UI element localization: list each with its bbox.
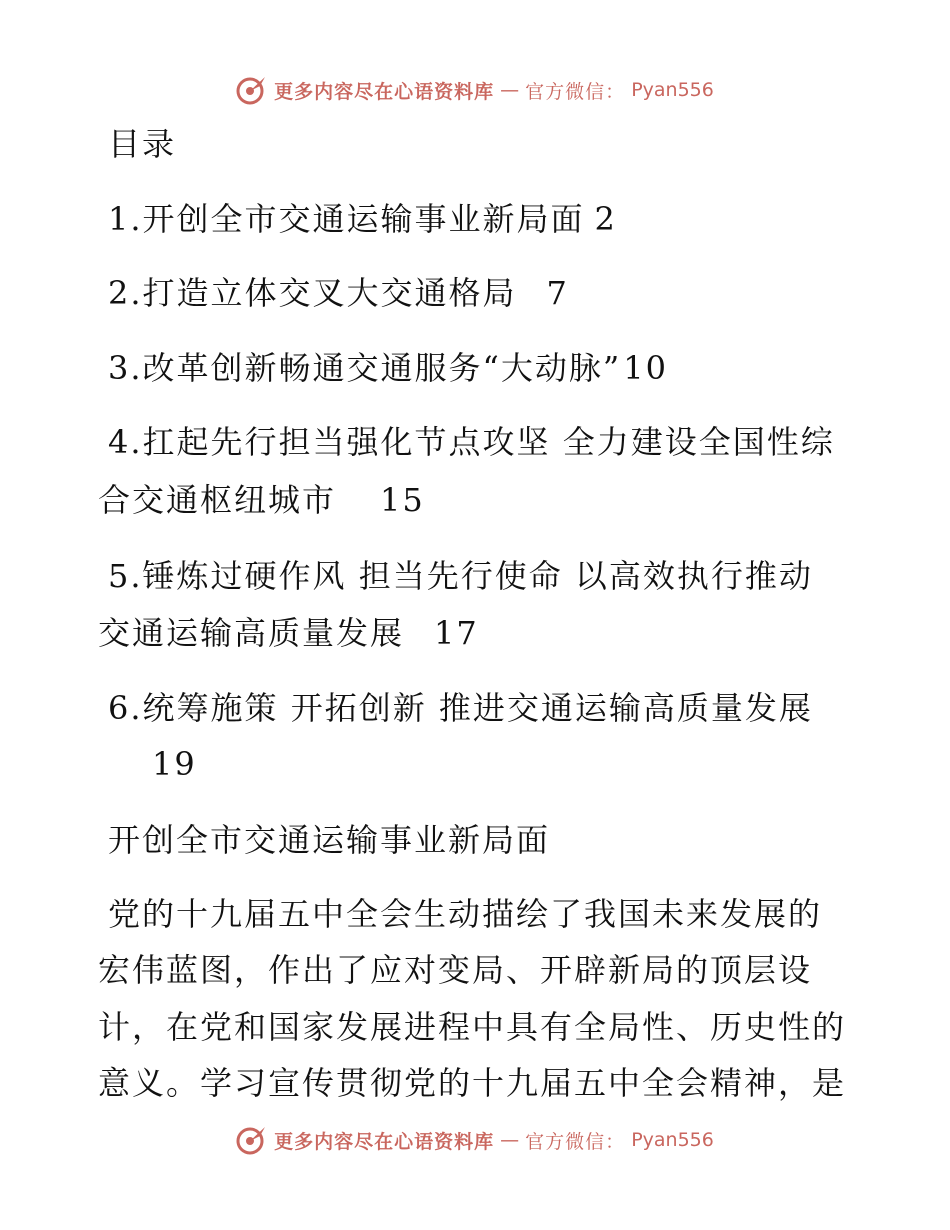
watermark-suffix: 官方微信： (525, 80, 626, 103)
toc-entry-3[interactable] (108, 346, 668, 390)
watermark-wechat-id: Pyan556 (631, 1129, 714, 1151)
footer-watermark (0, 1120, 950, 1160)
body-line: 宏伟蓝图，作出了应对变局、开辟新局的顶层设 (98, 951, 813, 989)
toc-entry-page: 17 (434, 614, 479, 652)
toc-entry-page: 2 (594, 200, 617, 238)
body-line: 党的十九届五中全会生动描绘了我国未来发展的 (108, 895, 823, 933)
toc-entry-title: 2.打造立体交叉大交通格局 (108, 274, 517, 312)
section-title: 开创全市交通运输事业新局面 (108, 821, 551, 859)
toc-entry-title: 3.改革创新畅通交通服务“大动脉” (108, 349, 622, 387)
toc-entry-page: 19 (152, 745, 197, 783)
toc-entry-title-line-2 (98, 611, 479, 655)
body-line: 计，在党和国家发展进程中具有全局性、历史性的 (98, 1008, 847, 1046)
body-line: 意义。学习宣传贯彻党的十九届五中全会精神，是 (98, 1064, 847, 1102)
quill-logo-icon (236, 74, 268, 106)
toc-entry-title: 交通运输高质量发展 (98, 614, 405, 652)
toc-entry-2[interactable] (108, 271, 569, 315)
toc-entry-title: 1.开创全市交通运输事业新局面 (108, 200, 585, 238)
toc-entry-page: 7 (546, 274, 569, 312)
toc-entry-title: 6.统筹施策 开拓创新 推进交通运输高质量发展 (108, 689, 813, 727)
watermark-suffix: 官方微信： (525, 1130, 626, 1153)
toc-entry-title-line-1: 5.锤炼过硬作风 担当先行使命 以高效执行推动 (108, 557, 813, 595)
toc-entry-title: 合交通枢纽城市 (98, 481, 337, 519)
toc-entry-1[interactable] (108, 197, 617, 241)
watermark-dash: — (500, 79, 520, 101)
watermark-dash: — (500, 1129, 520, 1151)
header-watermark (0, 70, 950, 110)
toc-entry-title-line-2 (98, 478, 425, 522)
toc-entry-title-line-1: 4.扛起先行担当强化节点攻坚 全力建设全国性综 (108, 423, 835, 461)
quill-logo-icon (236, 1124, 268, 1156)
toc-entry-page: 15 (380, 481, 425, 519)
toc-heading: 目录 (108, 125, 177, 163)
toc-entry-page: 10 (623, 349, 668, 387)
watermark-prefix: 更多内容尽在心语资料库 (274, 80, 495, 103)
watermark-prefix: 更多内容尽在心语资料库 (274, 1130, 495, 1153)
watermark-wechat-id: Pyan556 (631, 79, 714, 101)
